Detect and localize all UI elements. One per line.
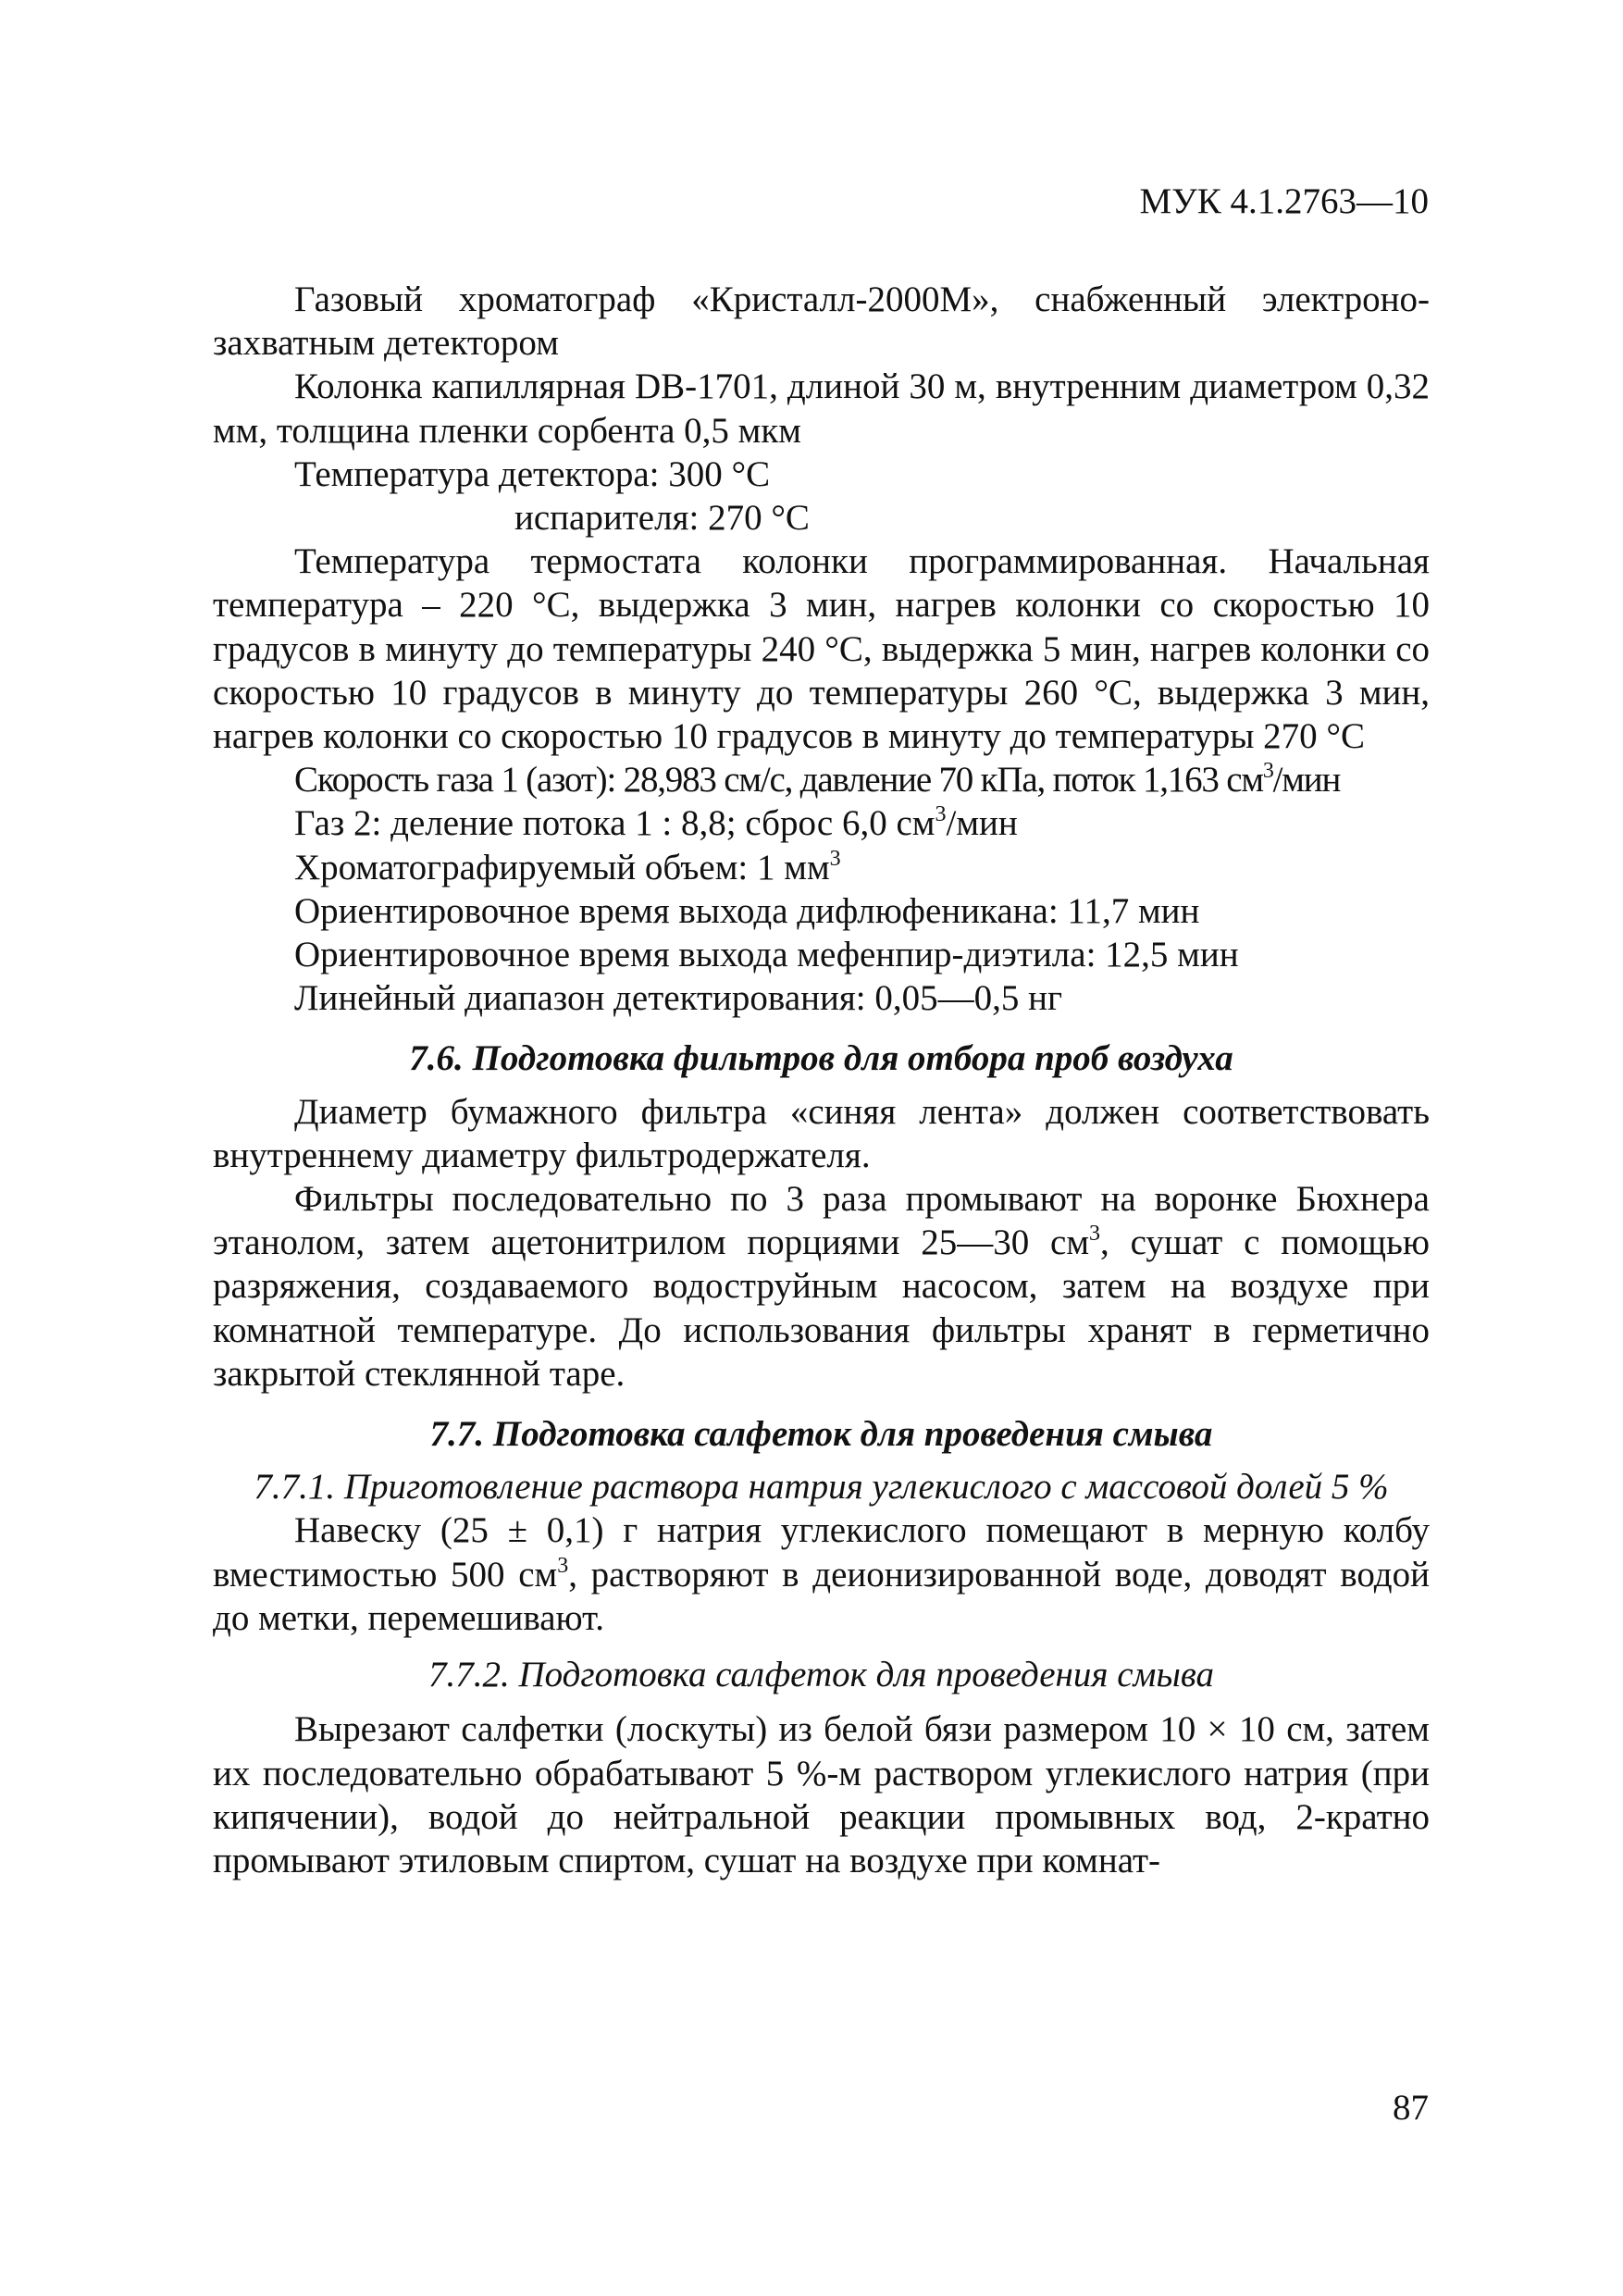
subsection-7-7-1-paragraph (213, 1508, 1430, 1640)
injection-volume (213, 846, 1430, 889)
subsection-7-7-1-text: Навеску (25 ± 0,1) г натрия углекислого помещают в мерную колбу вместимостью 500 см (213, 1510, 1430, 1595)
subsection-7-7-1-superscript: 3 (557, 1553, 569, 1578)
retention-time-diflufenican: Ориентировочное время выхода дифлюфеникана: 11,7 мин (294, 890, 1200, 931)
gas2-split-unit: /мин (946, 803, 1018, 844)
section-7-6-paragraph-1: Диаметр бумажного фильтра «синяя лента» должен соответствовать внутреннему диаметру фильтродержателя. (213, 1091, 1430, 1175)
page-body (213, 278, 1430, 1882)
section-7-6-title: 7.6. Подготовка фильтров для отбора проб воздуха (409, 1038, 1233, 1079)
gas1-flow-unit: /мин (1272, 760, 1341, 800)
subsection-7-7-2-paragraph: Вырезают салфетки (лоскуты) из белой бязи размером 10 × 10 см, затем их последовательно обрабатывают 5 %-м раствором углекислого натрия (при кипячении), водой до нейтральной реакции промывных вод, 2-кратно промывают этиловым спиртом, сушат на воздухе при комнат- (213, 1709, 1430, 1880)
page-number: 87 (1393, 2088, 1429, 2128)
subsection-7-7-2-title: 7.7.2. Подготовка салфеток для проведения смыва (427, 1655, 1215, 1695)
gas2-split-text: Газ 2: деление потока 1 : 8,8; сброс 6,0 см (294, 803, 935, 844)
injection-volume-superscript: 3 (829, 846, 841, 871)
detector-temperature: Температура детектора: 300 °С (294, 453, 771, 494)
section-7-6-paragraph-2-rest: , сушат с помощью разряжения, создаваемого водоструйным насосом, затем на воздухе при комнатной температуре. До использования фильтры хранят в герметично закрытой стеклянной таре. (213, 1222, 1430, 1394)
section-7-6-superscript: 3 (1089, 1222, 1101, 1247)
evaporator-temperature: испарителя: 270 °С (514, 498, 810, 539)
section-7-7-title: 7.7. Подготовка салфеток для проведения смыва (429, 1414, 1213, 1455)
gas1-flow-text: Скорость газа 1 (азот): 28,983 см/с, давление 70 кПа, поток 1,163 см (294, 760, 1263, 800)
gas2-split (213, 801, 1430, 845)
injection-volume-text: Хроматографируемый объем: 1 мм (294, 847, 830, 887)
section-7-6-paragraph-2-text: Фильтры последовательно по 3 раза промывают на воронке Бюхнера этанолом, затем ацетонитрилом порциями 25—30 см (213, 1179, 1430, 1263)
column-spec: Колонка капиллярная DB-1701, длиной 30 м, внутренним диаметром 0,32 мм, толщина пленки сорбента 0,5 мкм (213, 366, 1430, 451)
chromatograph-device: Газовый хроматограф «Кристалл-2000М», снабженный электроно-захватным детектором (213, 279, 1430, 364)
gas1-flow-superscript: 3 (1262, 759, 1273, 784)
linear-range: Линейный диапазон детектирования: 0,05—0,5 нг (294, 978, 1063, 1019)
section-7-6-paragraph-2 (213, 1177, 1430, 1396)
subsection-7-7-1-rest: , растворяют в деионизированной воде, доводят водой до метки, перемешивают. (213, 1554, 1430, 1638)
gas1-flow (213, 758, 1430, 801)
document-code: МУК 4.1.2763—10 (1139, 181, 1429, 221)
subsection-7-7-1-title: 7.7.1. Приготовление раствора натрия углекислого с массовой долей 5 % (254, 1467, 1389, 1508)
gas2-split-superscript: 3 (935, 802, 947, 827)
thermostat-program: Температура термостата колонки программированная. Начальная температура – 220 °С, выдержка 3 мин, нагрев колонки со скоростью 10 градусов в минуту до температуры 240 °С, выдержка 5 мин, нагрев колонки со скоростью 10 градусов в минуту до температуры 260 °С, выдержка 3 мин, нагрев колонки со скоростью 10 градусов в минуту до температуры 270 °С (213, 541, 1430, 757)
retention-time-mefenpyr: Ориентировочное время выхода мефенпир-диэтила: 12,5 мин (294, 935, 1239, 975)
